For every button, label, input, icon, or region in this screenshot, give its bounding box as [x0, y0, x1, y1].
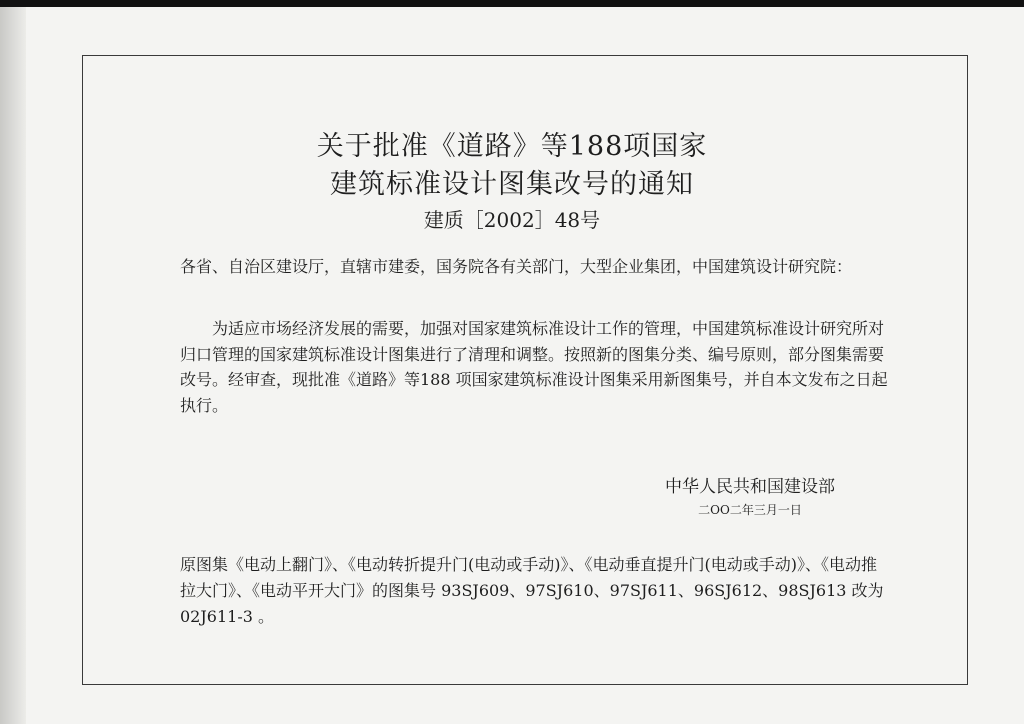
title-line-1: 关于批准《道路》等188项国家 — [316, 131, 708, 162]
document-number: 建质［2002］48号 — [423, 208, 601, 232]
scan-top-edge — [0, 0, 1024, 7]
addressee: 各省、自治区建设厅，直辖市建委，国务院各有关部门，大型企业集团，中国建筑设计研究院： — [180, 257, 853, 276]
renumbering-note: 原图集《电动上翻门》、《电动转折提升门(电动或手动)》、《电动垂直提升门(电动或手动)》、《电动推拉大门》、《电动平开大门》的图集号 93SJ609、97SJ610、97SJ611、96SJ612、98SJ613 改为 02J611-3 。 — [180, 555, 884, 626]
issue-date: 二OO二年三月一日 — [698, 503, 802, 517]
body-paragraph: 为适应市场经济发展的需要，加强对国家建筑标准设计工作的管理，中国建筑标准设计研究所对归口管理的国家建筑标准设计图集进行了清理和调整。按照新的图集分类、编号原则，部分图集需要改号。经审查，现批准《道路》等188 项国家建筑标准设计图集采用新图集号，并自本文发布之日起执行。 — [180, 319, 888, 415]
scan-left-shadow — [0, 7, 26, 724]
notice-title — [0, 128, 1024, 204]
title-line-2: 建筑标准设计图集改号的通知 — [330, 169, 694, 200]
issuing-authority: 中华人民共和国建设部 — [665, 477, 835, 497]
